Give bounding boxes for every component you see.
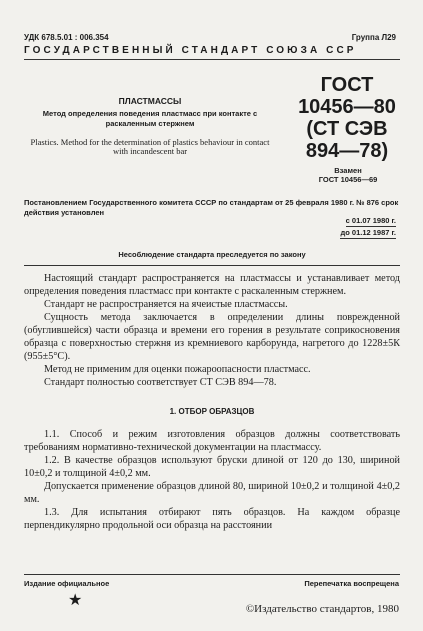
bottom-rule: [24, 574, 400, 575]
middle-rule: [24, 265, 400, 266]
gost-line-2: 10456—80: [298, 96, 396, 118]
replace-label: Взамен: [334, 166, 362, 175]
section-paragraph: 1.3. Для испытания отбирают пять образцов. На каждом образце перпендикулярно продольной оси образца на расстоянии: [24, 507, 400, 531]
intro-paragraph: Сущность метода заключается в определении длины поврежденной (обуглившейся) части образца и времени его горения в результате соприкосновения образца с поверхностью стержня из кремниевого карборунда, нагретого до 1228±5К (955±5°С).: [24, 312, 400, 362]
gost-line-3: (СТ СЭВ: [306, 118, 388, 140]
validity-date-from: с 01.07 1980 г.: [345, 216, 396, 225]
section-heading: 1. ОТБОР ОБРАЗЦОВ: [169, 407, 255, 416]
official-edition-label: Издание официальное: [24, 579, 110, 588]
publisher-copyright: ©Издательство стандартов, 1980: [245, 603, 399, 615]
replace-value: ГОСТ 10456—69: [318, 175, 378, 184]
intro-paragraph: Стандарт не распространяется на ячеистые пластмассы.: [44, 299, 288, 310]
standard-title: ГОСУДАРСТВЕННЫЙ СТАНДАРТ СОЮЗА ССР: [24, 45, 357, 56]
intro-body: [24, 272, 400, 389]
validity-date-to: до 01.12 1987 г.: [340, 228, 396, 237]
subject-heading: ПЛАСТМАССЫ: [118, 96, 182, 106]
section-body: [24, 428, 400, 532]
intro-paragraph: Настоящий стандарт распространяется на пластмассы и устанавливает метод определения поведения пластмасс при контакте с раскаленным стержнем.: [24, 273, 400, 297]
section-paragraph: Допускается применение образцов длиной 80, шириной 10±0,2 и толщиной 4±0,2 мм.: [24, 481, 400, 505]
reprint-prohibited-label: Перепечатка воспрещена: [304, 579, 399, 588]
section-paragraph: 1.2. В качестве образцов используют бруски длиной от 120 до 130, шириной 10±0,2 и толщиной 4±0,2 мм.: [24, 455, 400, 479]
gost-designation: [284, 74, 410, 162]
group-code: Группа Л29: [351, 33, 396, 42]
gost-line-4: 894—78): [305, 140, 389, 162]
star-icon: ★: [68, 592, 83, 609]
intro-paragraph: Стандарт полностью соответствует СТ СЭВ 894—78.: [44, 377, 277, 388]
gost-line-1: ГОСТ: [320, 74, 374, 96]
section-paragraph: 1.1. Способ и режим изготовления образцов должны соответствовать требованиям нормативно-технической документации на пластмассу.: [24, 429, 400, 453]
top-rule: [24, 59, 400, 60]
title-russian: Метод определения поведения пластмасс при контакте с раскаленным стержнем: [42, 109, 258, 128]
pursuit-notice: Несоблюдение стандарта преследуется по закону: [118, 250, 306, 259]
title-english: Plastics. Method for the determination of plastics behaviour in contact with incandescent bar: [30, 137, 270, 156]
decree-text: Постановлением Государственного комитета СССР по стандартам от 25 февраля 1980 г. № 876 срок действия установлен: [24, 198, 399, 217]
intro-paragraph: Метод не применим для оценки пожароопасности пластмасс.: [44, 364, 311, 375]
udk-code: УДК 678.5.01 : 006.354: [24, 33, 109, 42]
